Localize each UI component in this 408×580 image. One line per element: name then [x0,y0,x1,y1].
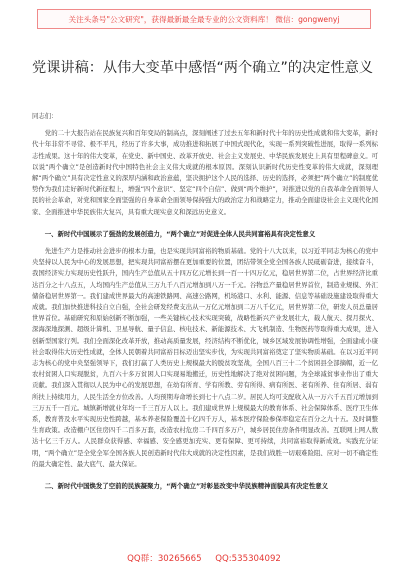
footer-qq: QQ:535304092 [215,554,281,564]
footer-contact [0,552,408,566]
document-body [32,111,378,492]
intro-paragraph: 党的二十大报告站在民族复兴和百年变局的制高点，深刻阐述了过去五年和新时代十年的历史性成就和伟大变革，新时代十年非常不寻常、极不平凡，经历了许多大事，成功推进和拓展了中国式现代化，实现一系列突破性进展，取得一系列标志性成果。这十年的伟大变革，在党史、新中国史、改革开放史、社会主义发展史、中华民族发展史上具有里程碑意义。可以说“两个确立”是创造新时代中国特色社会主义伟大成就的根本原因。深刻认识新时代历史性变革的伟大成就，深刻理解“两个确立”具有决定性意义的深厚内涵和政治意蕴，坚决拥护这个人民的选择、历史的选择，必须把“两个确立”的制度优势作为我们走好新时代新征程上，增强“四个意识”、坚定“四个自信”、做到“两个维护”，对推进以党的自我革命全面领导人民的社会革命，对党和国家全面坚强的自身革命全面领导保持强大的政治定力和战略定力，推动全面建设社会主义现代化国家、全面推进中华民族伟大复兴，具有重大现实意义和深远历史意义。 [32,129,378,216]
banner-text: 关注头条号"公文研究"，获得最新最全最专业的公文资料库！ 微信：gongwenyj [68,14,340,24]
document-title: 党课讲稿：从伟大变革中感悟“两个确立”的决定性意义 [32,60,374,76]
section-heading-1: 一、新时代中国展示了强劲的发展创造力，“两个确立”对促进全体人民共同富裕具有决定性意义 [44,229,316,238]
footer-qq-group: QQ群：30265665 [127,554,202,564]
header-banner [37,9,371,29]
section-1-paragraph: 先进生产力是推动社会进步的根本力量，也是实现共同富裕的物质基础。党的十八大以来，以习近平同志为核心的党中央坚持以人民为中心的发展思想，把实现共同富裕摆在更加重要的位置，团结带领全党全国各族人民砥砺奋进，接续奋斗，我国经济实力实现历史性跃升，国内生产总值从五十四万亿元增长到一百一十四万亿元，稳居世界第二位，占世界经济比重达百分之十八点五，人均国内生产总值从三万九千八百元增加到八万一千元。谷物总产量稳居世界首位，制造业规模、外汇储备稳居世界第一。我们建成世界最大的高速铁路网、高速公路网，机场港口、水利、能源、信息等基础设施建设取得重大成就。我们加快推进科技自立自强，全社会研发经费支出从一万亿元增加到二万八千亿元，居世界第二位，研发人员总量居世界首位。基础研究和原始创新不断加强，一些关键核心技术实现突破，战略性新兴产业发展壮大，载人航天、探月探火、深海深地探测、超级计算机、卫星导航、量子信息、核电技术、新能源技术、大飞机制造、生物医药等取得重大成果，进入创新型国家行列。我们全面深化改革开放，推动高质量发展，经济结构不断优化，城乡区域发展协调性增强，全面建成小康社会取得伟大历史性成就，全体人民朝着共同富裕目标迈出坚实步伐，为实现共同富裕奠定了坚实物质基础。在以习近平同志为核心的党中央坚强领导下，我们打赢了人类历史上规模最大的脱贫攻坚战，全国八百三十二个贫困县全部摘帽，近一亿农村贫困人口实现脱贫，九百六十多万贫困人口实现易地搬迁，历史性地解决了绝对贫困问题，为全球减贫事业作出了重大贡献。我们深入贯彻以人民为中心的发展思想，在幼有所育、学有所教、劳有所得、病有所医、老有所养、住有所居、弱有所扶上持续用力，人民生活全方位改善。人均预期寿命增长到七十八点二岁。居民人均可支配收入从一万六千五百元增加到三万五千一百元。城镇新增就业年均一千三百万人以上。我们建成世界上规模最大的教育体系、社会保障体系、医疗卫生体系，教育普及水平实现历史性跨越，基本养老保险覆盖十亿四千万人，基本医疗保险参保率稳定在百分之九十五。及时调整生育政策。改造棚户区住房四千二百多万套，改造农村危房二千四百多万户，城乡居民住房条件明显改善。互联网上网人数达十亿三千万人。人民群众获得感、幸福感、安全感更加充实、更有保障、更可持续，共同富裕取得新成效。实践充分证明，“两个确立”是全党全军全国各族人民创造新时代伟大成就的决定性因素，是我们战胜一切艰难险阻、应对一切不确定性的最大确定性、最大底气、最大保证。 [32,247,378,468]
section-heading-2: 二、新时代中国焕发了空前的民族凝聚力，“两个确立”对彰显改变中华民族精神面貌具有决定性意义 [44,482,328,491]
greeting: 同志们： [32,112,58,120]
